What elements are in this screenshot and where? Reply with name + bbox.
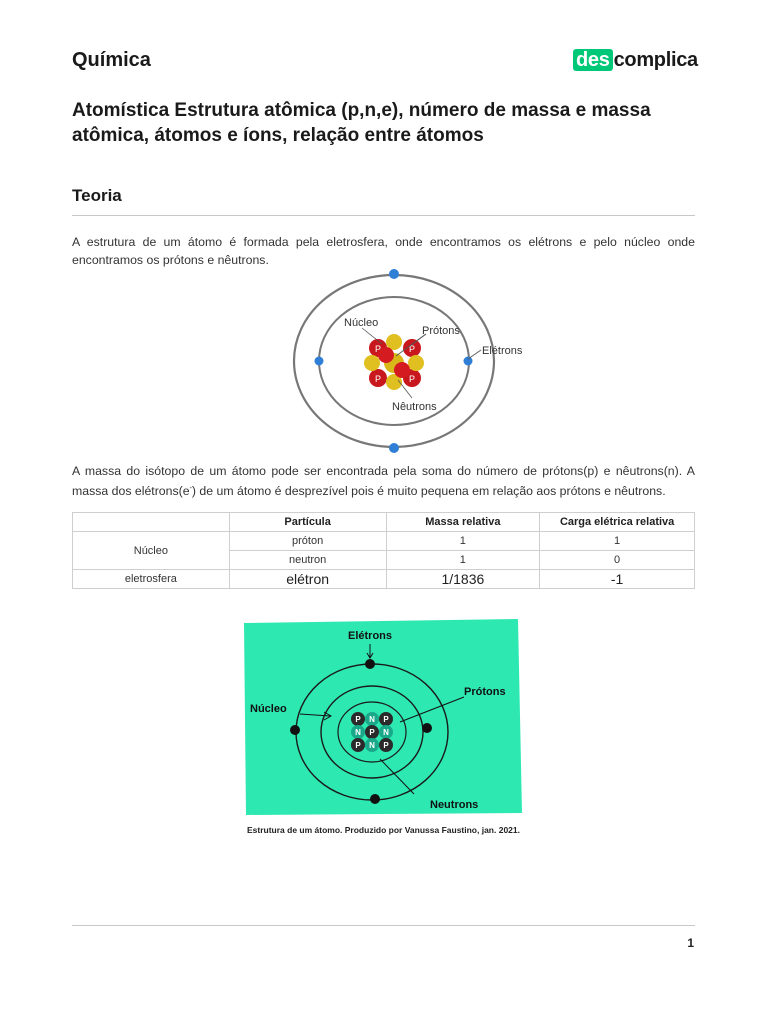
- particle-p: P: [355, 741, 361, 750]
- table-cell: 1: [540, 532, 695, 551]
- label-protons: Prótons: [422, 325, 460, 337]
- electron-superscript: -: [189, 485, 192, 492]
- section-divider: [72, 215, 695, 216]
- electron-dot: [315, 357, 324, 366]
- table-cell-group: Núcleo: [73, 532, 230, 570]
- mass-paragraph-part1: A massa do isótopo de um átomo pode ser encontrada pela soma do número de prótons(p) e nêutrons(n). A massa dos elétrons(e: [72, 464, 695, 499]
- table-header: Carga elétrica relativa: [540, 513, 695, 532]
- particle-n: N: [355, 728, 361, 737]
- section-heading: Teoria: [72, 186, 122, 205]
- electron-dot: [422, 723, 432, 733]
- figure-caption: Estrutura de um átomo. Produzido por Vanussa Faustino, jan. 2021.: [247, 825, 520, 835]
- particle-p: P: [374, 374, 382, 384]
- table-header-row: [73, 513, 695, 532]
- table-header: Partícula: [229, 513, 386, 532]
- electron-dot: [290, 725, 300, 735]
- table-header: Massa relativa: [386, 513, 540, 532]
- particle-n: N: [369, 741, 375, 750]
- table-row: [73, 532, 695, 551]
- particle-p: P: [408, 344, 416, 354]
- label-eletrons: Elétrons: [347, 630, 393, 642]
- brand-logo: [573, 49, 698, 72]
- particle-p: P: [369, 728, 375, 737]
- table-row: [73, 570, 695, 589]
- mass-paragraph-part2: ) de um átomo é desprezível pois é muito pequena em relação aos prótons e nêutrons.: [191, 484, 666, 499]
- particle-table: [72, 512, 695, 589]
- mass-paragraph: [72, 462, 695, 500]
- label-eletrons: Elétrons: [482, 345, 523, 357]
- electron-dot: [370, 794, 380, 804]
- electron-dot: [464, 357, 473, 366]
- particle-n: N: [383, 728, 389, 737]
- subject-title: Química: [72, 49, 151, 71]
- label-neutrons: Nêutrons: [392, 401, 437, 413]
- particle-p: P: [355, 715, 361, 724]
- label-nucleo: Núcleo: [250, 703, 287, 715]
- intro-paragraph: A estrutura de um átomo é formada pela eletrosfera, onde encontramos os elétrons e pelo núcleo onde encontramos os prótons e nêutrons.: [72, 235, 695, 267]
- brand-logo-complica: complica: [613, 49, 698, 71]
- label-nucleo: Núcleo: [344, 317, 379, 329]
- particle-n: N: [369, 715, 375, 724]
- table-cell: 1/1836: [386, 570, 540, 589]
- footer-divider: [72, 925, 695, 926]
- particle-p: P: [374, 344, 382, 354]
- particle-p: P: [408, 374, 416, 384]
- label-neutrons: Neutrons: [430, 799, 479, 811]
- table-header: [73, 513, 230, 532]
- page-number: 1: [687, 936, 694, 950]
- nucleus-cluster: [351, 712, 393, 752]
- table-cell: eletrosfera: [73, 570, 230, 589]
- brand-logo-des: des: [573, 49, 613, 71]
- electron-dot: [389, 443, 399, 453]
- table-cell: 1: [386, 532, 540, 551]
- table-cell: 0: [540, 551, 695, 570]
- label-protons: Prótons: [464, 686, 506, 698]
- atom-illustration-figure: [238, 617, 524, 817]
- table-cell: neutron: [229, 551, 386, 570]
- table-cell: elétron: [229, 570, 386, 589]
- atom-diagram-figure: [286, 262, 526, 462]
- table-cell: 1: [386, 551, 540, 570]
- table-cell: -1: [540, 570, 695, 589]
- electron-dot: [389, 269, 399, 279]
- particle-p: P: [383, 741, 389, 750]
- table-cell: próton: [229, 532, 386, 551]
- page-title: Atomística Estrutura atômica (p,n,e), número de massa e massa atômica, átomos e íons, relação entre átomos: [72, 100, 651, 146]
- electron-dot: [365, 659, 375, 669]
- particle-p: P: [383, 715, 389, 724]
